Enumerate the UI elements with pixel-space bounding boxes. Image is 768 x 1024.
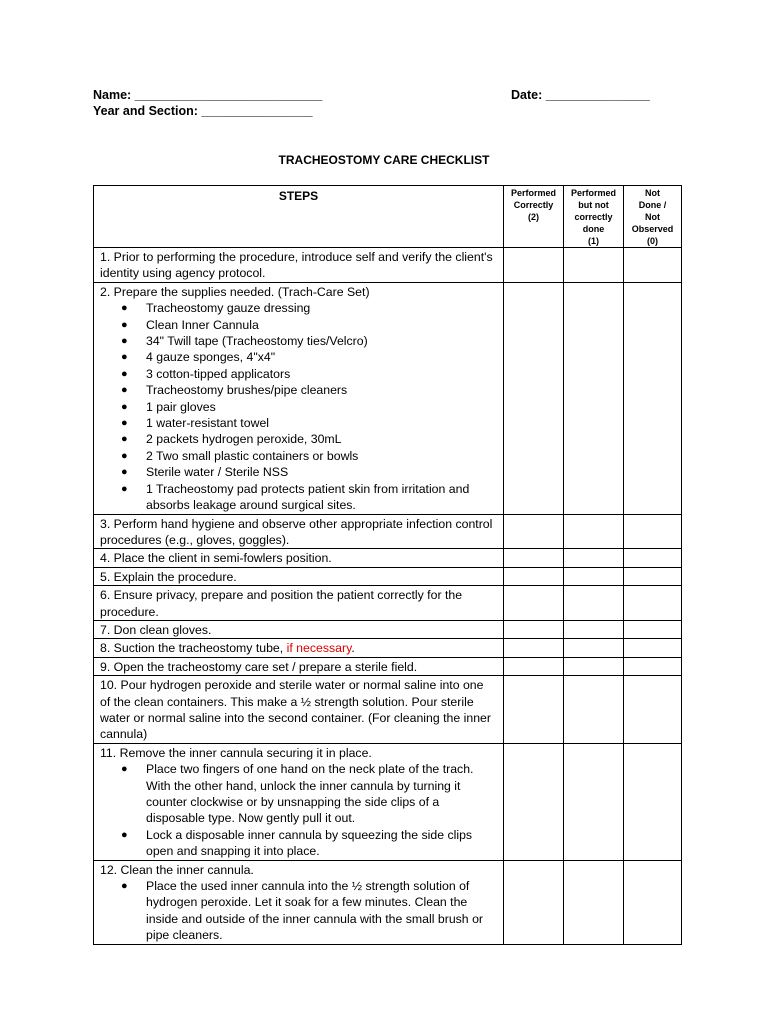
bullet-text: Place the used inner cannula into the ½ strength solution of hydrogen peroxide. Let it soak for a few minutes. Clean the inside and outside of the inner cannula with the small brush or pipe cleaners.: [146, 879, 483, 943]
score-cell-not-done[interactable]: [624, 639, 682, 657]
bullet-icon: ●: [121, 302, 128, 315]
step-text: [100, 622, 497, 638]
score-cell-correct[interactable]: [504, 657, 564, 675]
table-row: [94, 860, 682, 944]
score-cell-not-done[interactable]: [624, 743, 682, 860]
performed-correctly-column-header: [504, 186, 564, 248]
bullet-icon: ●: [121, 351, 128, 364]
step-bullet-item: [121, 366, 497, 382]
step-text-main: 3. Perform hand hygiene and observe other appropriate infection control procedures (e.g., gloves, goggles).: [100, 516, 493, 547]
step-text: [100, 587, 497, 620]
header-line: Not: [645, 212, 660, 222]
score-cell-not-done[interactable]: [624, 248, 682, 283]
checklist-title: TRACHEOSTOMY CARE CHECKLIST: [278, 153, 490, 167]
score-cell-partial[interactable]: [564, 639, 624, 657]
table-row: [94, 567, 682, 585]
bullet-icon: ●: [121, 466, 128, 479]
step-bullet-item: [121, 464, 497, 480]
step-text: [100, 284, 497, 300]
step-bullet-list: [100, 878, 497, 944]
bullet-text: Place two fingers of one hand on the neck plate of the trach. With the other hand, unlock the inner cannula by turning it counter clockwise or by unsnapping the side clips of a disposable type. Now gently pull it out.: [146, 762, 474, 826]
step-cell: [94, 860, 504, 944]
step-text-highlight: if necessary: [286, 641, 352, 656]
score-cell-not-done[interactable]: [624, 549, 682, 567]
step-text-main: 5. Explain the procedure.: [100, 569, 237, 584]
step-bullet-item: [121, 448, 497, 464]
step-text-main: 12. Clean the inner cannula.: [100, 862, 254, 877]
step-bullet-item: [121, 317, 497, 333]
bullet-icon: ●: [121, 828, 128, 841]
header-line: Done /: [638, 200, 667, 210]
step-bullet-item: [121, 827, 497, 860]
step-cell: [94, 567, 504, 585]
score-cell-partial[interactable]: [564, 549, 624, 567]
score-cell-partial[interactable]: [564, 248, 624, 283]
step-bullet-list: [100, 300, 497, 513]
bullet-icon: ●: [121, 400, 128, 413]
step-text: [100, 862, 497, 878]
table-row: [94, 657, 682, 675]
step-bullet-item: [121, 382, 497, 398]
bullet-text: Tracheostomy gauze dressing: [146, 301, 311, 316]
step-text: [100, 745, 497, 761]
bullet-icon: ●: [121, 384, 128, 397]
step-cell: [94, 248, 504, 283]
table-header-row: [94, 186, 682, 248]
step-bullet-list: [100, 761, 497, 859]
step-bullet-item: [121, 415, 497, 431]
bullet-icon: ●: [121, 318, 128, 331]
score-cell-partial[interactable]: [564, 282, 624, 514]
header-line: done: [582, 224, 605, 234]
bullet-icon: ●: [121, 335, 128, 348]
table-row: [94, 620, 682, 638]
header-line: correctly: [574, 212, 613, 222]
step-cell: [94, 657, 504, 675]
table-row: [94, 514, 682, 549]
table-row: [94, 282, 682, 514]
step-text: [100, 640, 497, 656]
bullet-icon: ●: [121, 417, 128, 430]
step-bullet-item: [121, 878, 497, 944]
score-cell-correct[interactable]: [504, 743, 564, 860]
score-cell-partial[interactable]: [564, 657, 624, 675]
score-cell-partial[interactable]: [564, 620, 624, 638]
step-text: [100, 516, 497, 549]
bullet-text: 34" Twill tape (Tracheostomy ties/Velcro): [146, 334, 368, 349]
score-cell-correct[interactable]: [504, 514, 564, 549]
score-cell-partial[interactable]: [564, 860, 624, 944]
table-row: [94, 248, 682, 283]
step-cell: [94, 639, 504, 657]
bullet-text: Lock a disposable inner cannula by squeezing the side clips open and snapping it into place.: [146, 827, 473, 859]
not-done-column-header: [624, 186, 682, 248]
step-text-main: 1. Prior to performing the procedure, introduce self and verify the client's identity using agency protocol.: [100, 250, 493, 281]
step-bullet-item: [121, 349, 497, 365]
name-field-label: Name: ___________________________: [93, 88, 323, 102]
checklist-rows: [94, 248, 682, 945]
step-bullet-item: [121, 399, 497, 415]
header-line: Not: [645, 188, 660, 198]
bullet-icon: ●: [121, 763, 128, 776]
score-cell-correct[interactable]: [504, 620, 564, 638]
bullet-text: 2 packets hydrogen peroxide, 30mL: [146, 432, 342, 447]
header-line: (2): [528, 212, 539, 222]
step-cell: [94, 514, 504, 549]
score-cell-correct[interactable]: [504, 586, 564, 621]
bullet-icon: ●: [121, 433, 128, 446]
table-row: [94, 743, 682, 860]
step-bullet-item: [121, 761, 497, 827]
step-cell: [94, 676, 504, 744]
bullet-icon: ●: [121, 449, 128, 462]
bullet-text: Tracheostomy brushes/pipe cleaners: [146, 383, 348, 398]
step-text-main: 10. Pour hydrogen peroxide and sterile water or normal saline into one of the clean containers. This make a ½ strength solution. Pour sterile water or normal saline into the second container. (For cleaning the inner cannula): [100, 678, 491, 742]
table-row: [94, 639, 682, 657]
step-cell: [94, 282, 504, 514]
bullet-text: Clean Inner Cannula: [146, 317, 259, 332]
header-line: Performed: [510, 188, 556, 198]
header-line: (1): [588, 236, 599, 246]
bullet-text: 1 Tracheostomy pad protects patient skin from irritation and absorbs leakage around surgical sites.: [146, 481, 470, 513]
score-cell-partial[interactable]: [564, 676, 624, 744]
header-line: but not: [578, 200, 609, 210]
score-cell-not-done[interactable]: [624, 567, 682, 585]
bullet-text: 1 pair gloves: [146, 399, 216, 414]
score-cell-correct[interactable]: [504, 676, 564, 744]
step-text-main: 6. Ensure privacy, prepare and position the patient correctly for the procedure.: [100, 588, 463, 619]
step-text-main: 9. Open the tracheostomy care set / prepare a sterile field.: [100, 659, 418, 674]
score-cell-partial[interactable]: [564, 743, 624, 860]
score-cell-not-done[interactable]: [624, 860, 682, 944]
table-row: [94, 676, 682, 744]
step-bullet-item: [121, 481, 497, 514]
bullet-text: 2 Two small plastic containers or bowls: [146, 448, 359, 463]
date-field-label: Date: _______________: [511, 88, 651, 102]
score-cell-not-done[interactable]: [624, 676, 682, 744]
score-cell-correct[interactable]: [504, 567, 564, 585]
header-line: (0): [647, 236, 658, 246]
step-text-main: 2. Prepare the supplies needed. (Trach-Care Set): [100, 284, 370, 299]
score-cell-partial[interactable]: [564, 586, 624, 621]
step-text-main: 8. Suction the tracheostomy tube,: [100, 641, 287, 656]
score-cell-not-done[interactable]: [624, 514, 682, 549]
score-cell-correct[interactable]: [504, 860, 564, 944]
step-bullet-item: [121, 431, 497, 447]
step-bullet-item: [121, 333, 497, 349]
score-cell-correct[interactable]: [504, 248, 564, 283]
step-text: [100, 569, 497, 585]
bullet-text: 3 cotton-tipped applicators: [146, 366, 291, 381]
step-cell: [94, 620, 504, 638]
step-cell: [94, 743, 504, 860]
steps-column-header: STEPS: [94, 186, 504, 248]
score-cell-not-done[interactable]: [624, 657, 682, 675]
step-text: [100, 249, 497, 282]
step-text: [100, 550, 497, 566]
table-row: [94, 586, 682, 621]
header-line: Observed: [631, 224, 674, 234]
score-cell-partial[interactable]: [564, 514, 624, 549]
bullet-text: 1 water-resistant towel: [146, 416, 270, 431]
step-text: [100, 659, 497, 675]
bullet-icon: ●: [121, 880, 128, 893]
step-text-main: 11. Remove the inner cannula securing it in place.: [100, 745, 372, 760]
score-cell-correct[interactable]: [504, 282, 564, 514]
bullet-icon: ●: [121, 482, 128, 495]
step-text-tail: .: [351, 641, 355, 656]
step-bullet-item: [121, 300, 497, 316]
step-text-main: 7. Don clean gloves.: [100, 622, 212, 637]
score-cell-not-done[interactable]: [624, 620, 682, 638]
step-text-main: 4. Place the client in semi-fowlers position.: [100, 551, 332, 566]
year-section-field-label: Year and Section: ________________: [93, 104, 313, 118]
score-cell-correct[interactable]: [504, 639, 564, 657]
checklist-table: [93, 185, 682, 945]
step-cell: [94, 549, 504, 567]
header-line: Performed: [570, 188, 616, 198]
header-line: Correctly: [513, 200, 554, 210]
step-text: [100, 677, 497, 743]
bullet-text: Sterile water / Sterile NSS: [146, 465, 289, 480]
score-cell-not-done[interactable]: [624, 282, 682, 514]
bullet-text: 4 gauze sponges, 4"x4": [146, 350, 276, 365]
step-cell: [94, 586, 504, 621]
bullet-icon: ●: [121, 367, 128, 380]
table-row: [94, 549, 682, 567]
score-cell-not-done[interactable]: [624, 586, 682, 621]
performed-not-correctly-column-header: [564, 186, 624, 248]
score-cell-partial[interactable]: [564, 567, 624, 585]
score-cell-correct[interactable]: [504, 549, 564, 567]
